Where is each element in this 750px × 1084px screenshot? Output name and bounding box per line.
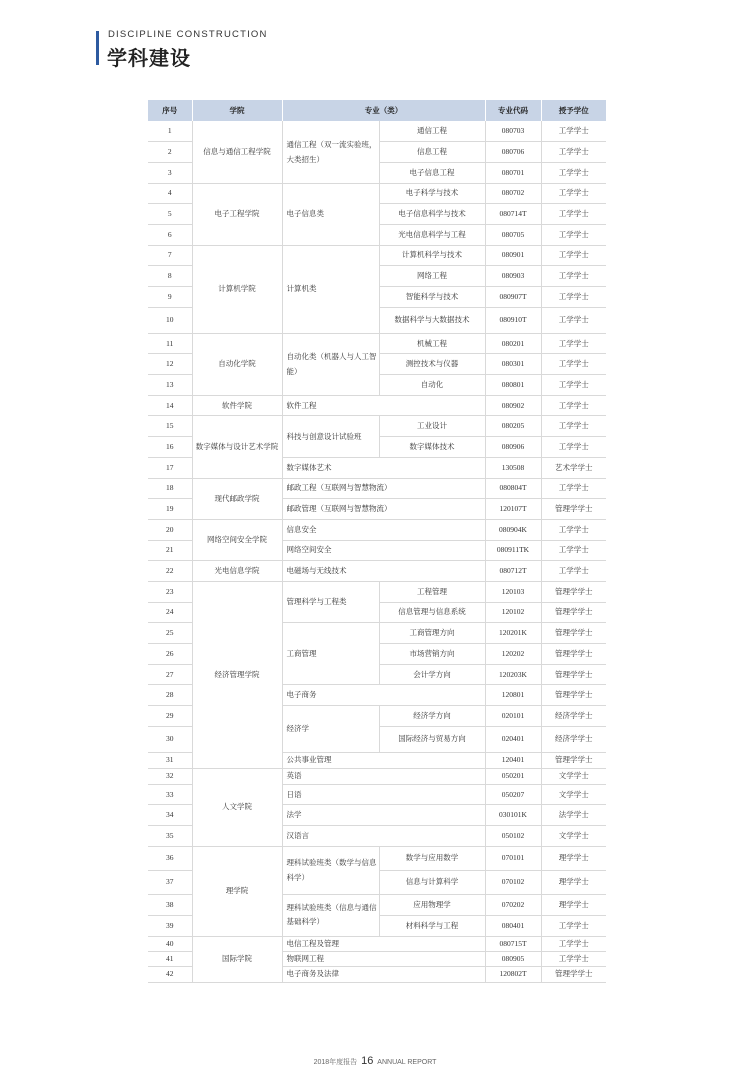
row-number: 7: [148, 245, 192, 266]
major-category-cell: 信息安全: [282, 519, 485, 540]
college-cell: 国际学院: [192, 936, 282, 982]
college-cell: 数字媒体与设计艺术学院: [192, 416, 282, 478]
degree-cell: 工学学士: [541, 162, 606, 183]
major-code-cell: 080906: [485, 437, 541, 458]
major-category-cell: 工商管理: [282, 623, 379, 685]
row-number: 12: [148, 354, 192, 375]
page-footer: [0, 1055, 750, 1067]
major-sub-cell: 智能科学与技术: [379, 287, 485, 308]
major-sub-cell: 信息工程: [379, 142, 485, 163]
major-sub-cell: 国际经济与贸易方向: [379, 726, 485, 752]
degree-cell: 理学学士: [541, 894, 606, 915]
major-code-cell: 080903: [485, 266, 541, 287]
major-code-cell: 120202: [485, 644, 541, 665]
college-cell: 电子工程学院: [192, 183, 282, 245]
degree-cell: 工学学士: [541, 142, 606, 163]
degree-cell: 工学学士: [541, 266, 606, 287]
row-number: 35: [148, 826, 192, 847]
major-code-cell: 050207: [485, 784, 541, 805]
major-code-cell: 020101: [485, 706, 541, 727]
major-sub-cell: 测控技术与仪器: [379, 354, 485, 375]
majors-table: [148, 100, 606, 983]
major-category-cell: 自动化类（机器人与人工智能）: [282, 333, 379, 395]
major-category-cell: 英语: [282, 768, 485, 784]
row-number: 26: [148, 644, 192, 665]
major-category-cell: 理科试验班类（信息与通信基础科学）: [282, 894, 379, 936]
major-sub-cell: 网络工程: [379, 266, 485, 287]
degree-cell: 文学学士: [541, 784, 606, 805]
major-code-cell: 080902: [485, 395, 541, 416]
major-category-cell: 网络空间安全: [282, 540, 485, 561]
major-category-cell: 公共事业管理: [282, 752, 485, 768]
degree-cell: 管理学学士: [541, 966, 606, 982]
major-category-cell: 数字媒体艺术: [282, 457, 485, 478]
row-number: 23: [148, 581, 192, 602]
major-category-cell: 物联网工程: [282, 951, 485, 966]
major-code-cell: 070202: [485, 894, 541, 915]
major-sub-cell: 计算机科学与技术: [379, 245, 485, 266]
major-code-cell: 080702: [485, 183, 541, 204]
degree-cell: 工学学士: [541, 395, 606, 416]
major-code-cell: 080703: [485, 121, 541, 142]
degree-cell: 管理学学士: [541, 685, 606, 706]
row-number: 34: [148, 805, 192, 826]
major-sub-cell: 工程管理: [379, 581, 485, 602]
degree-cell: 文学学士: [541, 768, 606, 784]
college-cell: 理学院: [192, 846, 282, 936]
major-code-cell: 120201K: [485, 623, 541, 644]
college-cell: 软件学院: [192, 395, 282, 416]
major-sub-cell: 市场营销方向: [379, 644, 485, 665]
degree-cell: 工学学士: [541, 224, 606, 245]
major-code-cell: 020401: [485, 726, 541, 752]
row-number: 1: [148, 121, 192, 142]
degree-cell: 工学学士: [541, 307, 606, 333]
row-number: 20: [148, 519, 192, 540]
degree-cell: 工学学士: [541, 936, 606, 951]
college-cell: 人文学院: [192, 768, 282, 846]
table-row: [148, 846, 606, 870]
row-number: 4: [148, 183, 192, 204]
major-code-cell: 070101: [485, 846, 541, 870]
degree-cell: 管理学学士: [541, 623, 606, 644]
major-category-cell: 通信工程（双一流实验班，大类招生）: [282, 121, 379, 183]
major-sub-cell: 光电信息科学与工程: [379, 224, 485, 245]
page-number: 16: [361, 1055, 374, 1067]
table-row: [148, 581, 606, 602]
major-sub-cell: 信息与计算科学: [379, 870, 485, 894]
major-code-cell: 080201: [485, 333, 541, 354]
row-number: 42: [148, 966, 192, 982]
degree-cell: 工学学士: [541, 287, 606, 308]
major-code-cell: 080714T: [485, 204, 541, 225]
degree-cell: 工学学士: [541, 561, 606, 582]
major-code-cell: 080701: [485, 162, 541, 183]
major-sub-cell: 经济学方向: [379, 706, 485, 727]
header-accent-bar: [96, 31, 99, 65]
row-number: 22: [148, 561, 192, 582]
major-category-cell: 经济学: [282, 706, 379, 753]
major-sub-cell: 材料科学与工程: [379, 915, 485, 936]
table-row: [148, 768, 606, 784]
table-row: [148, 395, 606, 416]
table-row: [148, 519, 606, 540]
major-sub-cell: 数字媒体技术: [379, 437, 485, 458]
major-sub-cell: 数学与应用数学: [379, 846, 485, 870]
degree-cell: 管理学学士: [541, 581, 606, 602]
degree-cell: 经济学学士: [541, 726, 606, 752]
college-cell: 自动化学院: [192, 333, 282, 395]
degree-cell: 文学学士: [541, 826, 606, 847]
major-category-cell: 汉语言: [282, 826, 485, 847]
degree-cell: 工学学士: [541, 121, 606, 142]
degree-cell: 管理学学士: [541, 752, 606, 768]
major-code-cell: 070102: [485, 870, 541, 894]
major-sub-cell: 机械工程: [379, 333, 485, 354]
major-category-cell: 电子信息类: [282, 183, 379, 245]
row-number: 19: [148, 499, 192, 520]
major-code-cell: 080712T: [485, 561, 541, 582]
major-code-cell: 080801: [485, 375, 541, 396]
major-sub-cell: 自动化: [379, 375, 485, 396]
major-category-cell: 理科试验班类（数学与信息科学）: [282, 846, 379, 894]
table-row: [148, 561, 606, 582]
major-category-cell: 日语: [282, 784, 485, 805]
row-number: 21: [148, 540, 192, 561]
major-sub-cell: 会计学方向: [379, 664, 485, 685]
major-code-cell: 050102: [485, 826, 541, 847]
table-row: [148, 183, 606, 204]
table-row: [148, 936, 606, 951]
major-code-cell: 120107T: [485, 499, 541, 520]
table-header-row: [148, 100, 606, 121]
footer-report-label: 2018年度报告: [313, 1059, 358, 1066]
row-number: 6: [148, 224, 192, 245]
major-sub-cell: 电子科学与技术: [379, 183, 485, 204]
degree-cell: 工学学士: [541, 333, 606, 354]
table-row: [148, 333, 606, 354]
major-category-cell: 电信工程及管理: [282, 936, 485, 951]
row-number: 40: [148, 936, 192, 951]
major-code-cell: 080901: [485, 245, 541, 266]
major-code-cell: 080301: [485, 354, 541, 375]
header-code: 专业代码: [485, 100, 541, 121]
row-number: 2: [148, 142, 192, 163]
section-title-en: DISCIPLINE CONSTRUCTION: [108, 29, 268, 40]
college-cell: 网络空间安全学院: [192, 519, 282, 560]
major-code-cell: 130508: [485, 457, 541, 478]
major-sub-cell: 工业设计: [379, 416, 485, 437]
row-number: 5: [148, 204, 192, 225]
major-code-cell: 080904K: [485, 519, 541, 540]
major-code-cell: 080911TK: [485, 540, 541, 561]
degree-cell: 艺术学学士: [541, 457, 606, 478]
row-number: 33: [148, 784, 192, 805]
degree-cell: 工学学士: [541, 204, 606, 225]
major-sub-cell: 信息管理与信息系统: [379, 602, 485, 623]
major-category-cell: 电子商务: [282, 685, 485, 706]
major-category-cell: 法学: [282, 805, 485, 826]
row-number: 29: [148, 706, 192, 727]
degree-cell: 工学学士: [541, 416, 606, 437]
major-code-cell: 120802T: [485, 966, 541, 982]
major-code-cell: 030101K: [485, 805, 541, 826]
major-code-cell: 120203K: [485, 664, 541, 685]
major-category-cell: 电子商务及法律: [282, 966, 485, 982]
major-code-cell: 050201: [485, 768, 541, 784]
row-number: 13: [148, 375, 192, 396]
row-number: 27: [148, 664, 192, 685]
row-number: 39: [148, 915, 192, 936]
row-number: 9: [148, 287, 192, 308]
row-number: 30: [148, 726, 192, 752]
section-title-cn: 学科建设: [107, 46, 191, 70]
college-cell: 经济管理学院: [192, 581, 282, 768]
row-number: 15: [148, 416, 192, 437]
major-code-cell: 080706: [485, 142, 541, 163]
row-number: 24: [148, 602, 192, 623]
major-code-cell: 080905: [485, 951, 541, 966]
major-category-cell: 管理科学与工程类: [282, 581, 379, 622]
college-cell: 光电信息学院: [192, 561, 282, 582]
degree-cell: 管理学学士: [541, 644, 606, 665]
degree-cell: 管理学学士: [541, 664, 606, 685]
degree-cell: 工学学士: [541, 437, 606, 458]
major-sub-cell: 工商管理方向: [379, 623, 485, 644]
major-sub-cell: 通信工程: [379, 121, 485, 142]
major-category-cell: 电磁场与无线技术: [282, 561, 485, 582]
degree-cell: 工学学士: [541, 478, 606, 499]
college-cell: 现代邮政学院: [192, 478, 282, 519]
major-sub-cell: 电子信息科学与技术: [379, 204, 485, 225]
header-degree: 授予学位: [541, 100, 606, 121]
degree-cell: 工学学士: [541, 245, 606, 266]
degree-cell: 法学学士: [541, 805, 606, 826]
degree-cell: 理学学士: [541, 846, 606, 870]
row-number: 41: [148, 951, 192, 966]
degree-cell: 工学学士: [541, 915, 606, 936]
row-number: 37: [148, 870, 192, 894]
major-code-cell: 120103: [485, 581, 541, 602]
table-row: [148, 478, 606, 499]
major-code-cell: 080715T: [485, 936, 541, 951]
major-code-cell: 120401: [485, 752, 541, 768]
row-number: 3: [148, 162, 192, 183]
major-code-cell: 080705: [485, 224, 541, 245]
college-cell: 计算机学院: [192, 245, 282, 333]
degree-cell: 工学学士: [541, 540, 606, 561]
table-row: [148, 416, 606, 437]
row-number: 38: [148, 894, 192, 915]
degree-cell: 管理学学士: [541, 499, 606, 520]
row-number: 11: [148, 333, 192, 354]
degree-cell: 工学学士: [541, 951, 606, 966]
major-sub-cell: 数据科学与大数据技术: [379, 307, 485, 333]
major-sub-cell: 电子信息工程: [379, 162, 485, 183]
footer-annual-report: ANNUAL REPORT: [377, 1059, 437, 1066]
degree-cell: 理学学士: [541, 870, 606, 894]
degree-cell: 工学学士: [541, 183, 606, 204]
major-code-cell: 120102: [485, 602, 541, 623]
degree-cell: 经济学学士: [541, 706, 606, 727]
major-code-cell: 080910T: [485, 307, 541, 333]
row-number: 18: [148, 478, 192, 499]
major-code-cell: 080205: [485, 416, 541, 437]
major-code-cell: 080804T: [485, 478, 541, 499]
major-code-cell: 120801: [485, 685, 541, 706]
row-number: 32: [148, 768, 192, 784]
table-row: [148, 245, 606, 266]
college-cell: 信息与通信工程学院: [192, 121, 282, 183]
row-number: 10: [148, 307, 192, 333]
major-code-cell: 080907T: [485, 287, 541, 308]
row-number: 8: [148, 266, 192, 287]
major-category-cell: 科技与创意设计试验班: [282, 416, 379, 457]
header-major: 专业（类）: [282, 100, 485, 121]
row-number: 17: [148, 457, 192, 478]
major-category-cell: 邮政工程（互联网与智慧物流）: [282, 478, 485, 499]
major-sub-cell: 应用物理学: [379, 894, 485, 915]
row-number: 36: [148, 846, 192, 870]
row-number: 16: [148, 437, 192, 458]
degree-cell: 管理学学士: [541, 602, 606, 623]
row-number: 25: [148, 623, 192, 644]
header-no: 序号: [148, 100, 192, 121]
row-number: 28: [148, 685, 192, 706]
header-college: 学院: [192, 100, 282, 121]
row-number: 31: [148, 752, 192, 768]
degree-cell: 工学学士: [541, 354, 606, 375]
degree-cell: 工学学士: [541, 519, 606, 540]
major-code-cell: 080401: [485, 915, 541, 936]
major-category-cell: 计算机类: [282, 245, 379, 333]
row-number: 14: [148, 395, 192, 416]
major-category-cell: 邮政管理（互联网与智慧物流）: [282, 499, 485, 520]
table-row: [148, 121, 606, 142]
degree-cell: 工学学士: [541, 375, 606, 396]
major-category-cell: 软件工程: [282, 395, 485, 416]
